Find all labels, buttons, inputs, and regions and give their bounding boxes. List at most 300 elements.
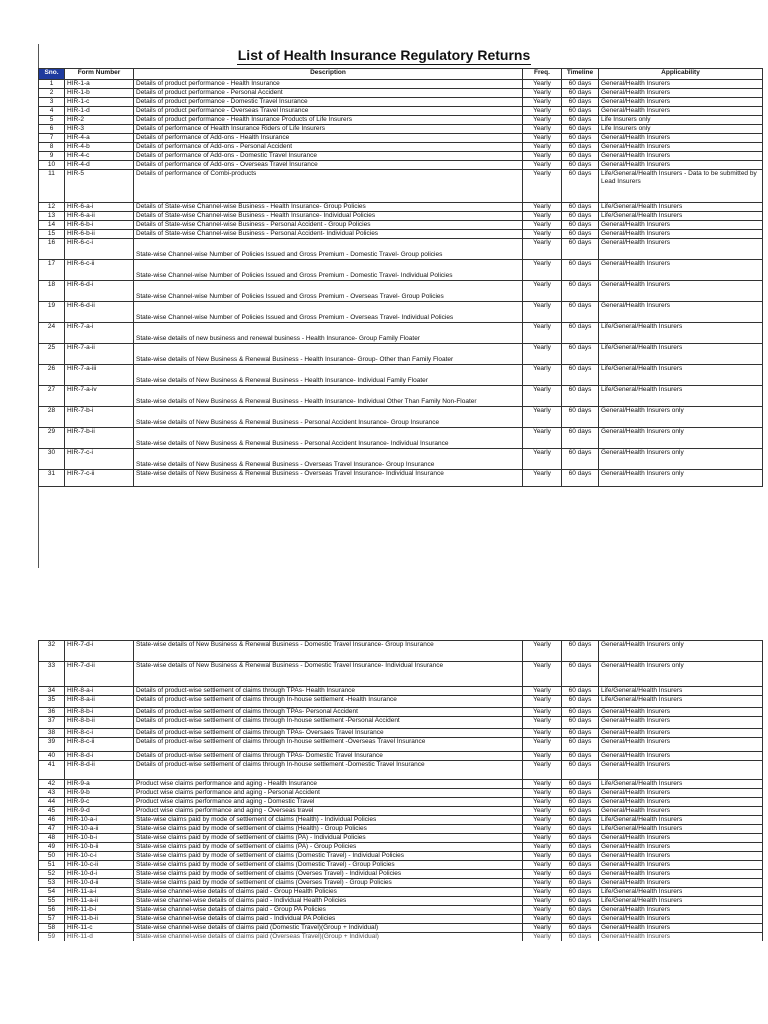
cell-applicability: Life/General/Health Insurers xyxy=(599,780,763,789)
cell-applicability: General/Health Insurers xyxy=(599,134,763,143)
cell-timeline: 60 days xyxy=(562,843,599,852)
cell-timeline: 60 days xyxy=(562,924,599,933)
cell-frequency: Yearly xyxy=(523,260,562,281)
table-row xyxy=(39,281,763,302)
cell-timeline: 60 days xyxy=(562,386,599,407)
cell-frequency: Yearly xyxy=(523,365,562,386)
cell-frequency: Yearly xyxy=(523,80,562,89)
cell-frequency: Yearly xyxy=(523,302,562,323)
cell-description: Details of product performance - Health Insurance Products of Life Insurers xyxy=(134,116,523,125)
cell-sno: 51 xyxy=(39,861,65,870)
cell-frequency: Yearly xyxy=(523,915,562,924)
table-row xyxy=(39,662,763,687)
table-row xyxy=(39,98,763,107)
table-row xyxy=(39,717,763,729)
cell-description: Details of product-wise settlement of claims through TPAs- Personal Accident xyxy=(134,708,523,717)
table-row xyxy=(39,230,763,239)
table-row xyxy=(39,470,763,487)
table-row xyxy=(39,924,763,933)
cell-sno: 5 xyxy=(39,116,65,125)
cell-frequency: Yearly xyxy=(523,798,562,807)
cell-sno: 16 xyxy=(39,239,65,260)
cell-applicability: General/Health Insurers xyxy=(599,834,763,843)
cell-frequency: Yearly xyxy=(523,407,562,428)
cell-description: Details of product performance - Domestic Travel Insurance xyxy=(134,98,523,107)
table-row xyxy=(39,323,763,344)
cell-timeline: 60 days xyxy=(562,738,599,752)
cell-sno: 31 xyxy=(39,470,65,487)
table-row xyxy=(39,80,763,89)
cell-applicability: General/Health Insurers xyxy=(599,260,763,281)
cell-description: Details of product-wise settlement of claims through In-house settlement -Personal Accident xyxy=(134,717,523,729)
table-row xyxy=(39,798,763,807)
cell-form-number: HIR-6-c-i xyxy=(65,239,134,260)
cell-form-number: HIR-11-d xyxy=(65,933,134,942)
cell-form-number: HIR-6-a-ii xyxy=(65,212,134,221)
cell-frequency: Yearly xyxy=(523,696,562,708)
cell-timeline: 60 days xyxy=(562,89,599,98)
cell-frequency: Yearly xyxy=(523,641,562,662)
cell-applicability: Life/General/Health Insurers xyxy=(599,203,763,212)
cell-timeline: 60 days xyxy=(562,897,599,906)
cell-sno: 52 xyxy=(39,870,65,879)
cell-applicability: General/Health Insurers xyxy=(599,752,763,761)
cell-frequency: Yearly xyxy=(523,386,562,407)
cell-frequency: Yearly xyxy=(523,834,562,843)
cell-applicability: General/Health Insurers xyxy=(599,761,763,780)
cell-timeline: 60 days xyxy=(562,687,599,696)
cell-applicability: General/Health Insurers xyxy=(599,89,763,98)
cell-frequency: Yearly xyxy=(523,789,562,798)
cell-applicability: Life/General/Health Insurers xyxy=(599,365,763,386)
cell-frequency: Yearly xyxy=(523,662,562,687)
cell-applicability: General/Health Insurers xyxy=(599,933,763,942)
cell-timeline: 60 days xyxy=(562,470,599,487)
cell-applicability: Life/General/Health Insurers xyxy=(599,344,763,365)
cell-sno: 36 xyxy=(39,708,65,717)
page-title xyxy=(0,47,768,63)
cell-form-number: HIR-8-a-ii xyxy=(65,696,134,708)
cell-form-number: HIR-10-d-ii xyxy=(65,879,134,888)
cell-applicability: General/Health Insurers only xyxy=(599,407,763,428)
table-row xyxy=(39,428,763,449)
cell-sno: 9 xyxy=(39,152,65,161)
cell-timeline: 60 days xyxy=(562,80,599,89)
cell-description: State-wise details of New Business & Renewal Business - Personal Accident Insurance- Group Insurance xyxy=(134,407,523,428)
cell-form-number: HIR-10-b-i xyxy=(65,834,134,843)
cell-description: Details of performance of Add-ons - Personal Accident xyxy=(134,143,523,152)
cell-applicability: Life Insurers only xyxy=(599,125,763,134)
table-row xyxy=(39,260,763,281)
table-row xyxy=(39,843,763,852)
cell-frequency: Yearly xyxy=(523,470,562,487)
cell-form-number: HIR-1-d xyxy=(65,107,134,116)
table-row xyxy=(39,407,763,428)
cell-applicability: Life/General/Health Insurers xyxy=(599,888,763,897)
cell-timeline: 60 days xyxy=(562,807,599,816)
cell-applicability: General/Health Insurers only xyxy=(599,449,763,470)
table-row xyxy=(39,170,763,203)
table-row xyxy=(39,915,763,924)
cell-frequency: Yearly xyxy=(523,708,562,717)
cell-description: Details of State-wise Channel-wise Business - Personal Accident- Individual Policies xyxy=(134,230,523,239)
table-row xyxy=(39,239,763,260)
cell-form-number: HIR-7-b-ii xyxy=(65,428,134,449)
cell-form-number: HIR-11-a-i xyxy=(65,888,134,897)
cell-sno: 2 xyxy=(39,89,65,98)
cell-description: Product wise claims performance and aging - Domestic Travel xyxy=(134,798,523,807)
cell-form-number: HIR-8-d-ii xyxy=(65,761,134,780)
cell-timeline: 60 days xyxy=(562,852,599,861)
cell-form-number: HIR-8-b-i xyxy=(65,708,134,717)
cell-timeline: 60 days xyxy=(562,212,599,221)
cell-description: State-wise claims paid by mode of settlement of claims (PA) - Group Policies xyxy=(134,843,523,852)
cell-applicability: General/Health Insurers xyxy=(599,281,763,302)
cell-form-number: HIR-1-c xyxy=(65,98,134,107)
cell-sno: 37 xyxy=(39,717,65,729)
table-row xyxy=(39,825,763,834)
table-row xyxy=(39,861,763,870)
cell-applicability: Life/General/Health Insurers xyxy=(599,687,763,696)
cell-applicability: General/Health Insurers only xyxy=(599,662,763,687)
cell-frequency: Yearly xyxy=(523,843,562,852)
cell-form-number: HIR-5 xyxy=(65,170,134,203)
table-row xyxy=(39,708,763,717)
cell-applicability: Life/General/Health Insurers xyxy=(599,825,763,834)
cell-frequency: Yearly xyxy=(523,933,562,942)
cell-sno: 58 xyxy=(39,924,65,933)
cell-sno: 17 xyxy=(39,260,65,281)
header-frequency: Freq. xyxy=(523,69,562,80)
cell-form-number: HIR-10-b-ii xyxy=(65,843,134,852)
cell-form-number: HIR-4-c xyxy=(65,152,134,161)
cell-description: State-wise details of New Business & Renewal Business - Health Insurance- Individual Family Floater xyxy=(134,365,523,386)
cell-frequency: Yearly xyxy=(523,212,562,221)
cell-description: State-wise channel-wise details of claims paid - Group Health Policies xyxy=(134,888,523,897)
cell-applicability: General/Health Insurers xyxy=(599,915,763,924)
cell-description: State-wise claims paid by mode of settlement of claims (Domestic Travel) - Individual Policies xyxy=(134,852,523,861)
cell-sno: 12 xyxy=(39,203,65,212)
cell-frequency: Yearly xyxy=(523,752,562,761)
cell-applicability: General/Health Insurers xyxy=(599,239,763,260)
cell-sno: 19 xyxy=(39,302,65,323)
cell-frequency: Yearly xyxy=(523,879,562,888)
cell-timeline: 60 days xyxy=(562,365,599,386)
cell-sno: 28 xyxy=(39,407,65,428)
cell-timeline: 60 days xyxy=(562,281,599,302)
cell-frequency: Yearly xyxy=(523,729,562,738)
cell-frequency: Yearly xyxy=(523,170,562,203)
cell-sno: 18 xyxy=(39,281,65,302)
cell-sno: 33 xyxy=(39,662,65,687)
cell-timeline: 60 days xyxy=(562,98,599,107)
cell-sno: 54 xyxy=(39,888,65,897)
cell-sno: 56 xyxy=(39,906,65,915)
cell-description: Details of product-wise settlement of claims through TPAs- Health Insurance xyxy=(134,687,523,696)
cell-frequency: Yearly xyxy=(523,134,562,143)
cell-form-number: HIR-8-d-i xyxy=(65,752,134,761)
table-row xyxy=(39,738,763,752)
cell-frequency: Yearly xyxy=(523,816,562,825)
cell-sno: 13 xyxy=(39,212,65,221)
cell-description: Details of product-wise settlement of claims through In-house settlement -Overseas Travel Insurance xyxy=(134,738,523,752)
cell-timeline: 60 days xyxy=(562,239,599,260)
table-header xyxy=(39,69,763,80)
table-row xyxy=(39,161,763,170)
cell-description: Details of performance of Combi-products xyxy=(134,170,523,203)
cell-applicability: Life/General/Health Insurers xyxy=(599,696,763,708)
cell-description: State-wise claims paid by mode of settlement of claims (Overses Travel) - Individual Policies xyxy=(134,870,523,879)
cell-sno: 30 xyxy=(39,449,65,470)
cell-timeline: 60 days xyxy=(562,428,599,449)
cell-applicability: General/Health Insurers xyxy=(599,107,763,116)
cell-form-number: HIR-4-d xyxy=(65,161,134,170)
cell-timeline: 60 days xyxy=(562,344,599,365)
cell-frequency: Yearly xyxy=(523,143,562,152)
cell-timeline: 60 days xyxy=(562,143,599,152)
cell-sno: 53 xyxy=(39,879,65,888)
cell-sno: 35 xyxy=(39,696,65,708)
cell-description: Details of State-wise Channel-wise Business - Health Insurance- Group Policies xyxy=(134,203,523,212)
cell-timeline: 60 days xyxy=(562,230,599,239)
cell-description: State-wise claims paid by mode of settlement of claims (Domestic Travel) - Group Policies xyxy=(134,861,523,870)
cell-timeline: 60 days xyxy=(562,641,599,662)
header-sno: Sno. xyxy=(39,69,65,80)
table-row xyxy=(39,834,763,843)
cell-form-number: HIR-4-b xyxy=(65,143,134,152)
cell-form-number: HIR-6-a-i xyxy=(65,203,134,212)
cell-timeline: 60 days xyxy=(562,729,599,738)
cell-frequency: Yearly xyxy=(523,221,562,230)
cell-frequency: Yearly xyxy=(523,852,562,861)
header-form-number: Form Number xyxy=(65,69,134,80)
cell-description: Details of product performance - Health Insurance xyxy=(134,80,523,89)
cell-applicability: General/Health Insurers xyxy=(599,221,763,230)
cell-sno: 25 xyxy=(39,344,65,365)
cell-frequency: Yearly xyxy=(523,107,562,116)
table-row xyxy=(39,212,763,221)
table-body-2 xyxy=(39,641,763,942)
cell-timeline: 60 days xyxy=(562,870,599,879)
cell-applicability: General/Health Insurers xyxy=(599,302,763,323)
cell-description: State-wise details of new business and renewal business - Health Insurance- Group Family Floater xyxy=(134,323,523,344)
table-row xyxy=(39,906,763,915)
cell-applicability: General/Health Insurers xyxy=(599,789,763,798)
cell-description: Details of product-wise settlement of claims through TPAs- Oversaes Travel Insurance xyxy=(134,729,523,738)
cell-applicability: Life/General/Health Insurers xyxy=(599,816,763,825)
cell-timeline: 60 days xyxy=(562,789,599,798)
cell-frequency: Yearly xyxy=(523,888,562,897)
cell-form-number: HIR-11-b-ii xyxy=(65,915,134,924)
cell-description: Details of performance of Add-ons - Overseas Travel Insurance xyxy=(134,161,523,170)
cell-timeline: 60 days xyxy=(562,861,599,870)
cell-form-number: HIR-8-b-ii xyxy=(65,717,134,729)
cell-sno: 44 xyxy=(39,798,65,807)
table-row xyxy=(39,879,763,888)
table-row xyxy=(39,116,763,125)
cell-sno: 46 xyxy=(39,816,65,825)
cell-form-number: HIR-9-c xyxy=(65,798,134,807)
table-row xyxy=(39,344,763,365)
cell-frequency: Yearly xyxy=(523,428,562,449)
cell-form-number: HIR-9-b xyxy=(65,789,134,798)
cell-timeline: 60 days xyxy=(562,107,599,116)
cell-description: Product wise claims performance and aging - Personal Accident xyxy=(134,789,523,798)
cell-frequency: Yearly xyxy=(523,230,562,239)
cell-timeline: 60 days xyxy=(562,915,599,924)
cell-frequency: Yearly xyxy=(523,687,562,696)
cell-description: State-wise Channel-wise Number of Policies Issued and Gross Premium - Overseas Travel- Group Policies xyxy=(134,281,523,302)
cell-description: Details of State-wise Channel-wise Business - Personal Accident - Group Policies xyxy=(134,221,523,230)
table-row xyxy=(39,221,763,230)
cell-description: Details of product-wise settlement of claims through In-house settlement -Domestic Travel Insurance xyxy=(134,761,523,780)
cell-frequency: Yearly xyxy=(523,125,562,134)
table-row xyxy=(39,816,763,825)
cell-applicability: General/Health Insurers xyxy=(599,98,763,107)
cell-timeline: 60 days xyxy=(562,717,599,729)
cell-form-number: HIR-1-b xyxy=(65,89,134,98)
returns-table-1 xyxy=(38,68,763,487)
cell-frequency: Yearly xyxy=(523,825,562,834)
cell-applicability: General/Health Insurers xyxy=(599,708,763,717)
cell-form-number: HIR-7-a-i xyxy=(65,323,134,344)
cell-frequency: Yearly xyxy=(523,780,562,789)
header-row xyxy=(39,69,763,80)
cell-form-number: HIR-6-c-ii xyxy=(65,260,134,281)
cell-frequency: Yearly xyxy=(523,870,562,879)
cell-frequency: Yearly xyxy=(523,897,562,906)
cell-description: State-wise channel-wise details of claims paid - Individual PA Policies xyxy=(134,915,523,924)
cell-applicability: General/Health Insurers xyxy=(599,738,763,752)
cell-form-number: HIR-10-a-ii xyxy=(65,825,134,834)
cell-form-number: HIR-7-d-i xyxy=(65,641,134,662)
cell-form-number: HIR-7-a-iii xyxy=(65,365,134,386)
cell-applicability: General/Health Insurers xyxy=(599,870,763,879)
cell-timeline: 60 days xyxy=(562,407,599,428)
cell-applicability: General/Health Insurers xyxy=(599,143,763,152)
cell-applicability: General/Health Insurers xyxy=(599,729,763,738)
cell-description: State-wise Channel-wise Number of Policies Issued and Gross Premium - Domestic Travel- Individual Policies xyxy=(134,260,523,281)
cell-form-number: HIR-7-c-ii xyxy=(65,470,134,487)
table-row xyxy=(39,933,763,942)
cell-applicability: General/Health Insurers xyxy=(599,230,763,239)
cell-form-number: HIR-6-b-i xyxy=(65,221,134,230)
cell-applicability: General/Health Insurers xyxy=(599,879,763,888)
cell-description: State-wise details of New Business & Renewal Business - Health Insurance- Individual Other Than Family Non-Floater xyxy=(134,386,523,407)
table-row xyxy=(39,752,763,761)
cell-applicability: General/Health Insurers xyxy=(599,861,763,870)
cell-timeline: 60 days xyxy=(562,825,599,834)
table-row xyxy=(39,761,763,780)
cell-sno: 4 xyxy=(39,107,65,116)
cell-description: State-wise channel-wise details of claims paid - Individual Health Policies xyxy=(134,897,523,906)
cell-sno: 50 xyxy=(39,852,65,861)
cell-description: Product wise claims performance and aging - Overseas travel xyxy=(134,807,523,816)
cell-frequency: Yearly xyxy=(523,203,562,212)
cell-frequency: Yearly xyxy=(523,449,562,470)
cell-frequency: Yearly xyxy=(523,323,562,344)
cell-applicability: General/Health Insurers only xyxy=(599,470,763,487)
cell-timeline: 60 days xyxy=(562,752,599,761)
table-row xyxy=(39,89,763,98)
cell-form-number: HIR-9-d xyxy=(65,807,134,816)
cell-description: Details of State-wise Channel-wise Business - Health Insurance- Individual Policies xyxy=(134,212,523,221)
cell-sno: 32 xyxy=(39,641,65,662)
cell-form-number: HIR-7-d-ii xyxy=(65,662,134,687)
table-row xyxy=(39,807,763,816)
cell-timeline: 60 days xyxy=(562,933,599,942)
header-timeline: Timeline xyxy=(562,69,599,80)
cell-frequency: Yearly xyxy=(523,281,562,302)
cell-form-number: HIR-7-a-ii xyxy=(65,344,134,365)
table-row xyxy=(39,152,763,161)
cell-description: State-wise claims paid by mode of settlement of claims (Health) - Group Policies xyxy=(134,825,523,834)
cell-applicability: Life/General/Health Insurers xyxy=(599,212,763,221)
cell-sno: 47 xyxy=(39,825,65,834)
cell-applicability: General/Health Insurers xyxy=(599,717,763,729)
table-row xyxy=(39,302,763,323)
cell-timeline: 60 days xyxy=(562,888,599,897)
cell-form-number: HIR-2 xyxy=(65,116,134,125)
table-row xyxy=(39,888,763,897)
table-row xyxy=(39,641,763,662)
cell-sno: 6 xyxy=(39,125,65,134)
table-row xyxy=(39,125,763,134)
table-row xyxy=(39,897,763,906)
cell-sno: 10 xyxy=(39,161,65,170)
cell-applicability: Life/General/Health Insurers xyxy=(599,386,763,407)
cell-description: State-wise channel-wise details of claims paid - Group PA Policies xyxy=(134,906,523,915)
table-row xyxy=(39,687,763,696)
cell-description: Details of product performance - Overseas Travel Insurance xyxy=(134,107,523,116)
cell-description: State-wise details of New Business & Renewal Business - Overseas Travel Insurance- Individual Insurance xyxy=(134,470,523,487)
cell-applicability: General/Health Insurers xyxy=(599,924,763,933)
cell-description: State-wise details of New Business & Renewal Business - Personal Accident Insurance- Individual Insurance xyxy=(134,428,523,449)
cell-frequency: Yearly xyxy=(523,924,562,933)
cell-description: State-wise details of New Business & Renewal Business - Health Insurance- Group- Other than Family Floater xyxy=(134,344,523,365)
table-row xyxy=(39,696,763,708)
cell-sno: 8 xyxy=(39,143,65,152)
cell-timeline: 60 days xyxy=(562,134,599,143)
cell-applicability: General/Health Insurers xyxy=(599,80,763,89)
cell-sno: 42 xyxy=(39,780,65,789)
cell-form-number: HIR-6-b-ii xyxy=(65,230,134,239)
table-body-1 xyxy=(39,80,763,487)
cell-form-number: HIR-10-a-i xyxy=(65,816,134,825)
header-description: Description xyxy=(134,69,523,80)
cell-sno: 38 xyxy=(39,729,65,738)
cell-sno: 34 xyxy=(39,687,65,696)
cell-description: Details of product-wise settlement of claims through In-house settlement -Health Insurance xyxy=(134,696,523,708)
cell-description: State-wise claims paid by mode of settlement of claims (Health) - Individual Policies xyxy=(134,816,523,825)
cell-applicability: General/Health Insurers xyxy=(599,152,763,161)
cell-applicability: General/Health Insurers xyxy=(599,807,763,816)
cell-timeline: 60 days xyxy=(562,203,599,212)
table-row xyxy=(39,365,763,386)
cell-sno: 24 xyxy=(39,323,65,344)
cell-form-number: HIR-10-d-i xyxy=(65,870,134,879)
cell-sno: 40 xyxy=(39,752,65,761)
cell-sno: 55 xyxy=(39,897,65,906)
cell-form-number: HIR-8-c-i xyxy=(65,729,134,738)
cell-timeline: 60 days xyxy=(562,323,599,344)
cell-form-number: HIR-6-d-i xyxy=(65,281,134,302)
cell-sno: 39 xyxy=(39,738,65,752)
cell-sno: 49 xyxy=(39,843,65,852)
cell-sno: 27 xyxy=(39,386,65,407)
cell-frequency: Yearly xyxy=(523,98,562,107)
cell-timeline: 60 days xyxy=(562,116,599,125)
